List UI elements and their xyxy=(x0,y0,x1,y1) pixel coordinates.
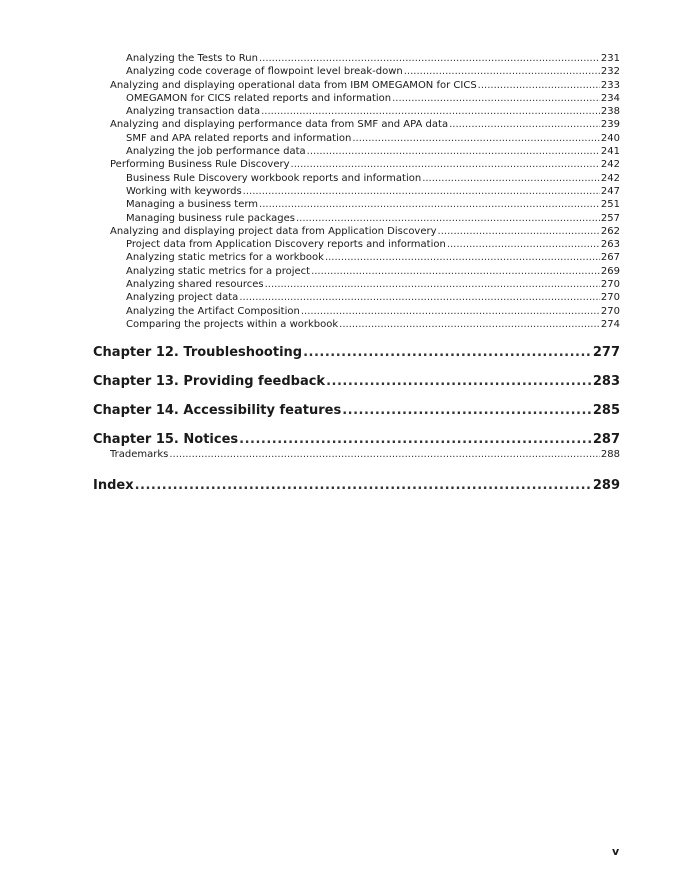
toc-entry-title: Analyzing the Tests to Run xyxy=(126,53,258,64)
toc-entry-page: 269 xyxy=(600,265,620,277)
toc-entry[interactable] xyxy=(93,225,620,238)
toc-entry[interactable] xyxy=(93,118,620,131)
leader-dots xyxy=(326,374,592,390)
toc-chapter-page: 277 xyxy=(592,345,620,361)
leader-dots xyxy=(243,185,600,198)
leader-dots xyxy=(352,132,600,145)
toc-entry-page: 274 xyxy=(600,318,620,330)
page-number: v xyxy=(612,845,620,858)
leader-dots xyxy=(422,172,600,185)
toc-entry-title: Managing business rule packages xyxy=(126,212,295,224)
toc-entry-title: Analyzing static metrics for a project xyxy=(126,265,311,277)
leader-dots xyxy=(311,265,600,278)
toc-chapter-15[interactable] xyxy=(93,432,620,448)
toc-entry[interactable] xyxy=(93,318,620,331)
toc-chapter-14[interactable] xyxy=(93,403,620,419)
toc-entry-title: Analyzing and displaying project data from Application Discovery xyxy=(110,225,437,237)
toc-entry-page: 238 xyxy=(600,106,620,118)
toc-entry[interactable] xyxy=(93,305,620,318)
toc-entry[interactable] xyxy=(93,92,620,105)
toc-entry-title: Analyzing the job performance data xyxy=(126,146,306,158)
toc-entry-title: Managing a business term xyxy=(126,199,259,211)
toc-index[interactable] xyxy=(93,478,620,494)
leader-dots xyxy=(169,448,600,461)
toc-entry[interactable] xyxy=(93,265,620,278)
toc-chapter-page: 283 xyxy=(592,374,620,390)
leader-dots xyxy=(478,79,600,92)
toc-entry-title: Business Rule Discovery workbook reports and information xyxy=(126,172,422,184)
toc-chapter-page: 287 xyxy=(592,432,620,448)
toc-entry[interactable] xyxy=(93,238,620,251)
toc-entry[interactable] xyxy=(93,65,620,78)
toc-entry-page: 242 xyxy=(600,159,620,171)
toc-chapter-page: 285 xyxy=(592,403,620,419)
toc-entry-title: Working with keywords xyxy=(126,185,242,197)
toc-entry-page: 247 xyxy=(600,185,620,197)
toc-entry-page: 239 xyxy=(600,119,620,131)
toc-entry-page: 241 xyxy=(600,146,620,158)
toc-chapter-title: Chapter 14. Accessibility features xyxy=(93,403,342,419)
toc-entry-page: 242 xyxy=(600,172,620,184)
toc-entry-title: Analyzing the Artifact Composition xyxy=(126,305,300,317)
toc-chapter-13[interactable] xyxy=(93,374,620,390)
toc-index-title: Index xyxy=(93,477,134,493)
toc-entry-page: 231 xyxy=(600,53,620,64)
toc-entry-page: 240 xyxy=(600,132,620,144)
table-of-contents xyxy=(93,52,620,494)
toc-entry-page: 263 xyxy=(600,239,620,251)
toc-entry[interactable] xyxy=(93,52,620,65)
toc-chapter-title: Chapter 12. Troubleshooting xyxy=(93,345,303,361)
leader-dots xyxy=(339,318,600,331)
toc-entry-title: Analyzing static metrics for a workbook xyxy=(126,252,324,264)
toc-entry[interactable] xyxy=(93,158,620,171)
leader-dots xyxy=(261,105,600,118)
toc-entry[interactable] xyxy=(93,172,620,185)
toc-entry-title: Analyzing code coverage of flowpoint level break-down xyxy=(126,66,403,78)
leader-dots xyxy=(342,403,592,419)
toc-entry-page: 251 xyxy=(600,199,620,211)
toc-entry-title: Analyzing transaction data xyxy=(126,106,261,118)
leader-dots xyxy=(438,225,600,238)
toc-entry-page: 234 xyxy=(600,92,620,104)
toc-entry[interactable] xyxy=(93,145,620,158)
leader-dots xyxy=(296,212,600,225)
toc-entry-page: 262 xyxy=(600,225,620,237)
leader-dots xyxy=(239,291,600,304)
toc-chapter-12[interactable] xyxy=(93,345,620,361)
toc-entry-title: Analyzing and displaying performance data from SMF and APA data xyxy=(110,119,449,131)
toc-entry[interactable] xyxy=(93,278,620,291)
toc-entry-page: 270 xyxy=(600,292,620,304)
leader-dots xyxy=(265,278,600,291)
leader-dots xyxy=(301,305,600,318)
leader-dots xyxy=(392,92,600,105)
toc-entry[interactable] xyxy=(93,79,620,92)
leader-dots xyxy=(259,198,600,211)
toc-entry[interactable] xyxy=(93,185,620,198)
toc-entry[interactable] xyxy=(93,198,620,211)
toc-chapter-title: Chapter 15. Notices xyxy=(93,432,239,448)
toc-entry-page: 233 xyxy=(600,79,620,91)
toc-entry[interactable] xyxy=(93,132,620,145)
toc-entry-page: 257 xyxy=(600,212,620,224)
toc-entry-page: 270 xyxy=(600,305,620,317)
toc-entry-title: Trademarks xyxy=(110,449,169,461)
toc-entry-title: OMEGAMON for CICS related reports and information xyxy=(126,92,392,104)
toc-entry-trademarks[interactable] xyxy=(93,448,620,461)
toc-entry-title: Project data from Application Discovery reports and information xyxy=(126,239,446,251)
leader-dots xyxy=(291,158,600,171)
leader-dots xyxy=(404,65,600,78)
toc-entry-title: Analyzing shared resources xyxy=(126,279,264,291)
toc-section-entries xyxy=(93,52,620,331)
leader-dots xyxy=(239,432,592,448)
toc-entry-title: SMF and APA related reports and information xyxy=(126,132,352,144)
leader-dots xyxy=(447,238,600,251)
toc-entry-title: Performing Business Rule Discovery xyxy=(110,159,290,171)
toc-entry-page: 267 xyxy=(600,252,620,264)
toc-entry-page: 232 xyxy=(600,66,620,78)
toc-chapter-title: Chapter 13. Providing feedback xyxy=(93,374,326,390)
toc-entry-title: Analyzing and displaying operational data from IBM OMEGAMON for CICS xyxy=(110,79,477,91)
toc-entry-page: 288 xyxy=(600,449,620,461)
leader-dots xyxy=(135,478,592,494)
toc-entry-page: 270 xyxy=(600,279,620,291)
toc-entry-title: Analyzing project data xyxy=(126,292,239,304)
toc-entry[interactable] xyxy=(93,291,620,304)
leader-dots xyxy=(259,52,600,65)
toc-entry[interactable] xyxy=(93,251,620,264)
toc-entry-title: Comparing the projects within a workbook xyxy=(126,318,339,330)
leader-dots xyxy=(307,145,600,158)
leader-dots xyxy=(303,345,592,361)
toc-index-page: 289 xyxy=(592,477,620,493)
leader-dots xyxy=(325,251,600,264)
toc-entry[interactable] xyxy=(93,212,620,225)
leader-dots xyxy=(449,118,600,131)
toc-entry[interactable] xyxy=(93,105,620,118)
